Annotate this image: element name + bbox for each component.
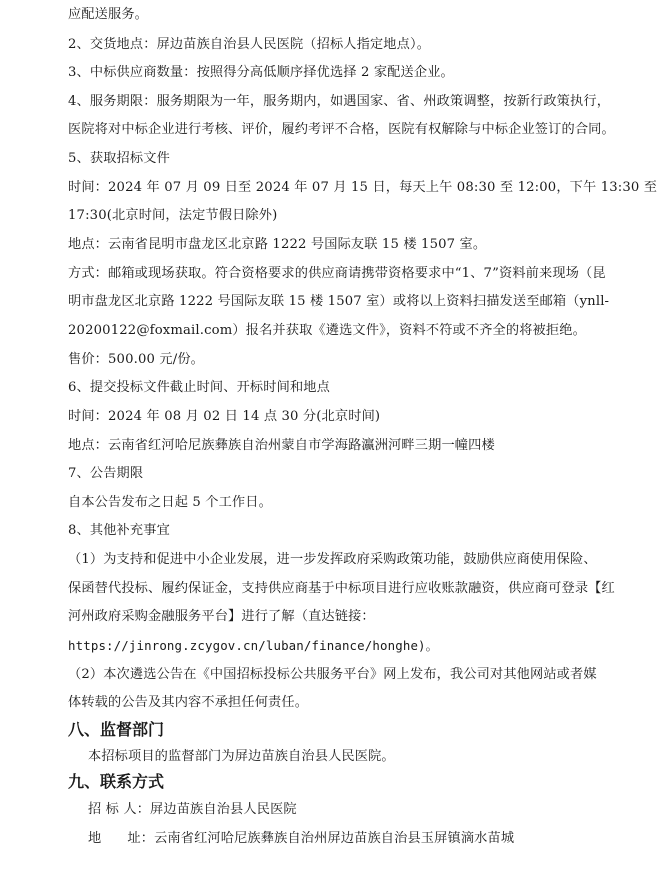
supplementary-item1-line3: 河州政府采购金融服务平台】进行了解（直达链接： (68, 609, 375, 624)
section8-title: 八、监督部门 (68, 720, 165, 739)
supplementary-item1-line1: （1）为支持和促进中小企业发展，进一步发挥政府采购政策功能，鼓励供应商使用保险、 (68, 552, 597, 567)
delivery-location: 2、交货地点：屏边苗族自治县人民医院（招标人指定地点）。 (68, 37, 431, 52)
address-line: 地 址：云南省红河哈尼族彝族自治州屏边苗族自治县玉屏镇滴水苗城 (88, 831, 515, 846)
notice-period: 自本公告发布之日起 5 个工作日。 (68, 495, 272, 510)
bid-opening-location: 地点：云南省红河哈尼族彝族自治州蒙自市学海路瀛洲河畔三期一幢四楼 (68, 438, 495, 453)
obtain-method-line2: 明市盘龙区北京路 1222 号国际友联 15 楼 1507 室）或将以上资料扫描发送至邮箱（ynll- (68, 294, 610, 309)
finance-platform-link[interactable]: https://jinrong.zcygov.cn/luban/finance/honghe)。 (68, 638, 439, 653)
obtain-location: 地点：云南省昆明市盘龙区北京路 1222 号国际友联 15 楼 1507 室。 (68, 237, 487, 252)
obtain-method-line1: 方式：邮箱或现场获取。符合资格要求的供应商请携带资格要求中“1、7”资料前来现场（昆 (68, 266, 606, 281)
obtain-time-line1: 时间：2024 年 07 月 09 日至 2024 年 07 月 15 日，每天上午 08:30 至 12:00，下午 13:30 至 (68, 180, 658, 195)
supplementary-item2-line1: （2）本次遴选公告在《中国招标投标公共服务平台》网上发布，我公司对其他网站或者媒 (68, 667, 597, 682)
service-period-line1: 4、服务期限：服务期限为一年，服务期内，如遇国家、省、州政策调整，按新行政策执行， (68, 94, 611, 109)
obtain-method-line3: 20200122@foxmail.com）报名并获取《遴选文件》，资料不符或不齐全的将被拒绝。 (68, 323, 586, 338)
obtain-documents-heading: 5、获取招标文件 (68, 151, 170, 166)
bid-deadline-time: 时间：2024 年 08 月 02 日 14 点 30 分(北京时间) (68, 409, 381, 424)
notice-period-heading: 7、公告期限 (68, 466, 144, 481)
section8-body: 本招标项目的监督部门为屏边苗族自治县人民医院。 (88, 749, 395, 764)
service-period-line2: 医院将对中标企业进行考核、评价，履约考评不合格，医院有权解除与中标企业签订的合同。 (68, 122, 615, 137)
supplementary-item1-line2: 保函替代投标、履约保证金，支持供应商基于中标项目进行应收账款融资，供应商可登录【红 (68, 581, 615, 596)
obtain-time-line2: 17:30(北京时间，法定节假日除外) (68, 208, 278, 223)
tenderer-line: 招 标 人：屏边苗族自治县人民医院 (88, 802, 297, 817)
winning-supplier-count: 3、中标供应商数量：按照得分高低顺序择优选择 2 家配送企业。 (68, 65, 454, 80)
bid-deadline-heading: 6、提交投标文件截止时间、开标时间和地点 (68, 380, 330, 395)
price: 售价：500.00 元/份。 (68, 352, 205, 367)
supplementary-heading: 8、其他补充事宜 (68, 523, 170, 538)
section9-title: 九、联系方式 (68, 772, 165, 791)
text-line: 应配送服务。 (68, 7, 149, 22)
supplementary-item2-line2: 体转载的公告及其内容不承担任何责任。 (68, 695, 309, 710)
